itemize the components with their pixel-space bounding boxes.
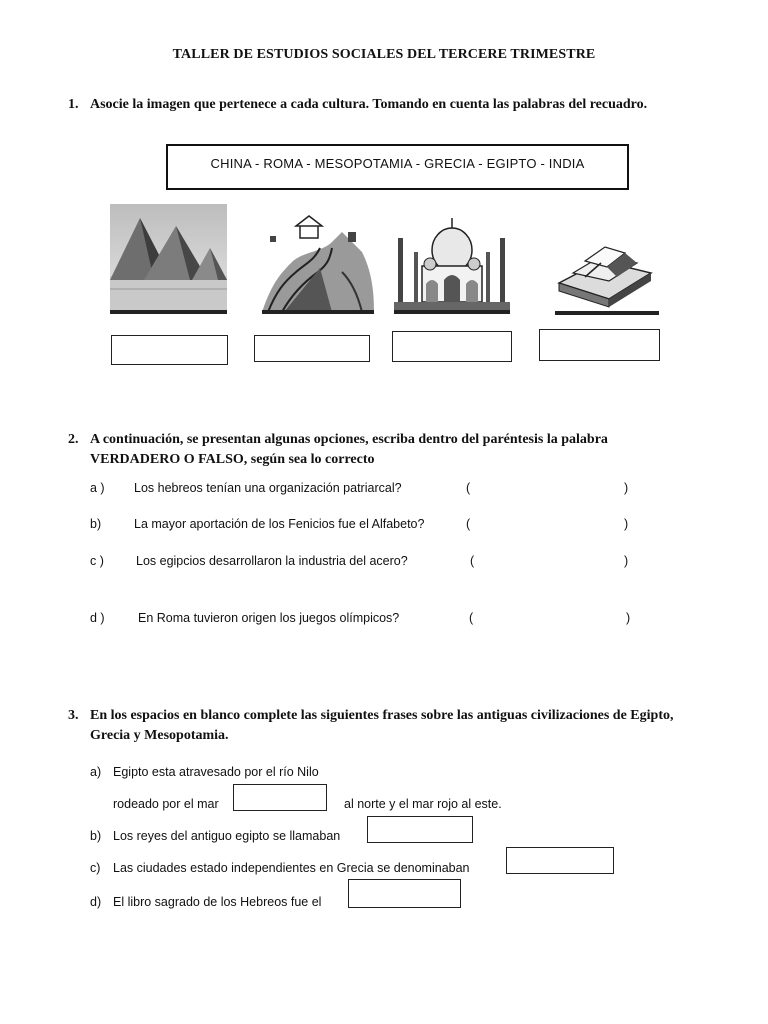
q3-item-c-text: Las ciudades estado independientes en Grecia se denominaban [113, 861, 470, 875]
q3-item-b-label: b) [90, 829, 102, 843]
q3-blank-d[interactable] [348, 879, 461, 908]
answer-box-1[interactable] [111, 335, 228, 365]
q2-item-b-text: La mayor aportación de los Fenicios fue el Alfabeto? [134, 517, 425, 531]
q3-item-b-text: Los reyes del antiguo egipto se llamaban [113, 829, 341, 843]
q3-item-d-label: d) [90, 895, 102, 909]
q2-item-c-text: Los egipcios desarrollaron la industria del acero? [136, 554, 408, 568]
word-bank-box [166, 144, 629, 190]
question-1-number: 1. [68, 97, 79, 112]
question-2-line1: A continuación, se presentan algunas opciones, escriba dentro del paréntesis la palabra [90, 432, 608, 447]
great-wall-image [262, 212, 374, 314]
question-3-line1: En los espacios en blanco complete las siguientes frases sobre las antiguas civilizaciones de Egipto, [90, 708, 674, 723]
question-1 [68, 95, 647, 115]
q3-item-a-line1: Egipto esta atravesado por el río Nilo [113, 765, 319, 779]
q2-item-a-text: Los hebreos tenían una organización patriarcal? [134, 481, 402, 495]
answer-box-2[interactable] [254, 335, 370, 362]
q2-item-a-label: a ) [90, 481, 105, 495]
q2-item-c-close-paren: ) [624, 554, 629, 568]
q3-blank-a[interactable] [233, 784, 327, 811]
question-2-line2: VERDADERO O FALSO, según sea lo correcto [90, 452, 375, 467]
q2-item-c-label: c ) [90, 554, 104, 568]
question-3 [68, 706, 673, 746]
ziggurat-image [555, 233, 659, 315]
q3-item-d-text: El libro sagrado de los Hebreos fue el [113, 895, 322, 909]
question-1-text: Asocie la imagen que pertenece a cada cultura. Tomando en cuenta las palabras del recuadro. [90, 97, 648, 112]
q2-item-b-open-paren: ( [466, 517, 471, 531]
q2-item-a-close-paren: ) [624, 481, 629, 495]
q3-item-a-line2-post: al norte y el mar rojo al este. [344, 797, 502, 811]
q2-item-d-open-paren: ( [469, 611, 474, 625]
question-2 [68, 430, 608, 470]
q2-item-d-close-paren: ) [626, 611, 631, 625]
question-2-number: 2. [68, 432, 79, 447]
q3-item-c-label: c) [90, 861, 101, 875]
question-3-number: 3. [68, 708, 79, 723]
word-bank-text: CHINA - ROMA - MESOPOTAMIA - GRECIA - EGIPTO - INDIA [210, 155, 585, 171]
answer-box-3[interactable] [392, 331, 512, 362]
page-title: TALLER DE ESTUDIOS SOCIALES DEL TERCERE TRIMESTRE [172, 47, 596, 62]
q2-item-c-open-paren: ( [470, 554, 475, 568]
q3-blank-b[interactable] [367, 816, 473, 843]
q2-item-a-open-paren: ( [466, 481, 471, 495]
q3-item-a-line2-pre: rodeado por el mar [113, 797, 219, 811]
pyramids-image [110, 204, 227, 314]
q2-item-b-label: b) [90, 517, 102, 531]
q2-item-d-label: d ) [90, 611, 105, 625]
taj-mahal-image [394, 212, 510, 314]
q3-blank-c[interactable] [506, 847, 614, 874]
answer-box-4[interactable] [539, 329, 660, 361]
q2-item-b-close-paren: ) [624, 517, 629, 531]
q2-item-d-text: En Roma tuvieron origen los juegos olímpicos? [138, 611, 400, 625]
question-3-line2: Grecia y Mesopotamia. [90, 728, 229, 743]
q3-item-a-label: a) [90, 765, 102, 779]
